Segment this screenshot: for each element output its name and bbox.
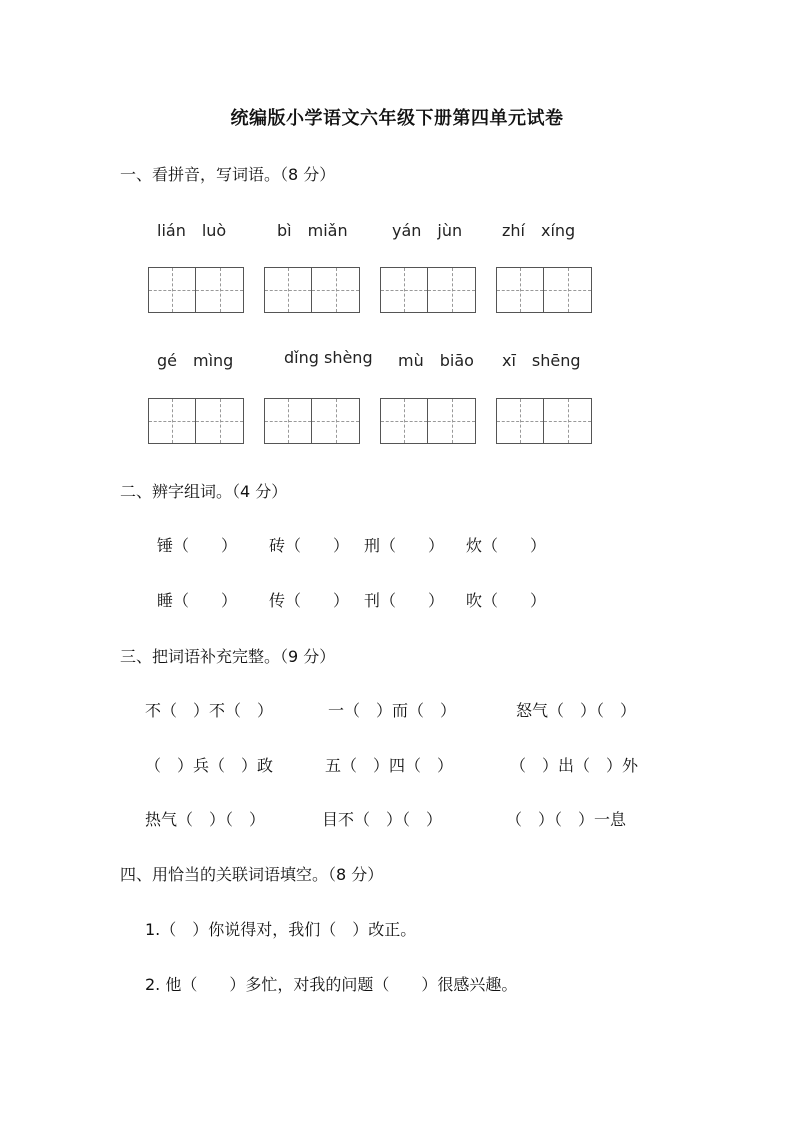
idiom-item-7[interactable]: 热气（ ）（ ）	[145, 810, 266, 829]
section-3-heading: 三、把词语补充完整。（9 分）	[120, 647, 336, 666]
section-2-heading: 二、辨字组词。（4 分）	[120, 482, 288, 501]
char-item-3[interactable]: 刑（ ）	[364, 536, 445, 555]
writing-grid-7[interactable]	[380, 398, 476, 444]
char-item-5[interactable]: 睡（ ）	[157, 591, 238, 610]
writing-grid-1[interactable]	[148, 267, 244, 313]
idiom-item-1[interactable]: 不（ ）不（ ）	[145, 701, 274, 720]
char-item-1[interactable]: 锤（ ）	[157, 536, 238, 555]
idiom-item-5[interactable]: 五（ ）四（ ）	[325, 756, 454, 775]
idiom-item-6[interactable]: （ ）出（ ）外	[510, 756, 639, 775]
idiom-item-3[interactable]: 怒气（ ）（ ）	[516, 701, 637, 720]
writing-grid-2[interactable]	[264, 267, 360, 313]
idiom-item-4[interactable]: （ ）兵（ ）政	[145, 756, 274, 775]
char-item-2[interactable]: 砖（ ）	[269, 536, 350, 555]
pinyin-8: xī shēng	[502, 351, 581, 370]
writing-grid-6[interactable]	[264, 398, 360, 444]
pinyin-6: dǐng shèng	[284, 348, 373, 367]
question-1[interactable]: 1.（ ）你说得对，我们（ ）改正。	[145, 920, 417, 939]
pinyin-4: zhí xíng	[502, 221, 576, 240]
pinyin-3: yán jùn	[392, 221, 463, 240]
char-item-8[interactable]: 吹（ ）	[466, 591, 547, 610]
char-item-6[interactable]: 传（ ）	[269, 591, 350, 610]
pinyin-7: mù biāo	[398, 351, 474, 370]
writing-grid-8[interactable]	[496, 398, 592, 444]
writing-grid-3[interactable]	[380, 267, 476, 313]
pinyin-2: bì miǎn	[277, 221, 348, 240]
section-1-heading: 一、看拼音，写词语。（8 分）	[120, 165, 336, 184]
pinyin-1: lián luò	[157, 221, 227, 240]
question-2[interactable]: 2. 他（ ）多忙，对我的问题（ ）很感兴趣。	[145, 975, 518, 994]
writing-grid-5[interactable]	[148, 398, 244, 444]
section-4-heading: 四、用恰当的关联词语填空。（8 分）	[120, 865, 384, 884]
char-item-4[interactable]: 炊（ ）	[466, 536, 547, 555]
idiom-item-9[interactable]: （ ）（ ）一息	[506, 810, 627, 829]
char-item-7[interactable]: 刊（ ）	[364, 591, 445, 610]
writing-grid-4[interactable]	[496, 267, 592, 313]
page-title: 统编版小学语文六年级下册第四单元试卷	[230, 108, 564, 129]
idiom-item-8[interactable]: 目不（ ）（ ）	[322, 810, 443, 829]
idiom-item-2[interactable]: 一（ ）而（ ）	[328, 701, 457, 720]
pinyin-5: gé mìng	[157, 351, 234, 370]
